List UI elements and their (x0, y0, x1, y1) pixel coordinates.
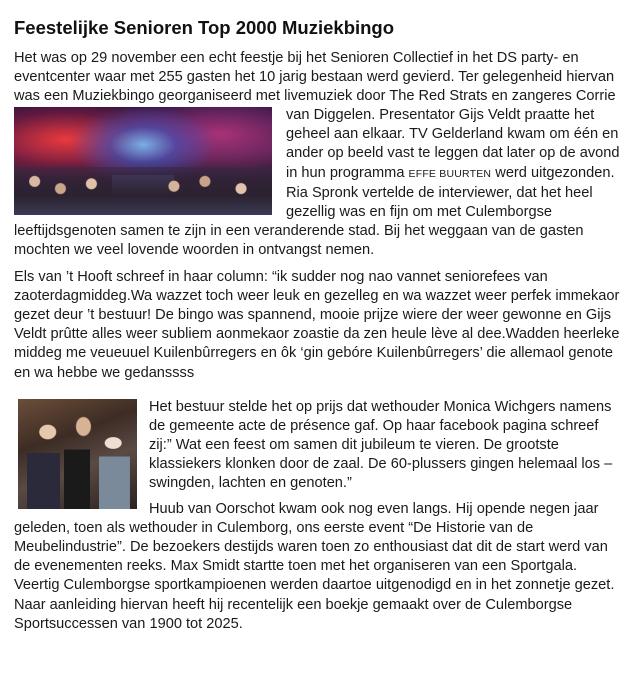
article-title: Feestelijke Senioren Top 2000 Muziekbingo (14, 17, 395, 38)
people-photo (18, 399, 137, 509)
closing-paragraph: Huub van Oorschot kwam ook nog even langs. Hij opende negen jaar geleden, toen als wethouder in Culemborg, ons eerste event “De Historie van de Meubelindustrie”. De bezoekers destijds waren toen zo enthousiast dat dit de start werd van de evenementen reeks. Max Smidt startte toen met het organiseren van een Sportgala. Veertig Culemborgse sportkampioenen werden daartoe uitgenodigd en in het zonnetje gezet. Naar aanleiding hiervan heeft hij recentelijk een boekje gemaakt over de Culemborgse Sportsuccessen van 1900 tot 2025. (14, 501, 615, 632)
intro-text-lead: Het was op 29 november een echt feestje bij het Senioren Collectief in het DS party- en eventcenter waar met 255 gasten het 10 jarig bestaan werd gevierd. Ter gelegenheid hiervan was een Muziekbingo georganiseerd met livemuziek door The Red Strats en zangeres Corrie van Diggelen. Presentator Gijs Veldt praatte het (14, 50, 616, 124)
intro-text-start: geheel aan elkaar. TV Gelderland kwam om één en ander op beeld vast te leggen dat later op de avond in hun programma (286, 126, 620, 181)
photo-crowd (14, 167, 272, 215)
board-paragraph (14, 398, 621, 493)
column-paragraph: Els van ’t Hooft schreef in haar column: “ik sudder nog nao vannet seniorefees van zaoterdagmiddeg.Wa wazzet toch weer leuk en gezelleg en wa wazzet weer perfek immekaor gezet deur ’t bestuur! De bingo was spannend, mooie prijze wiere der weer gewonne en Gijs Veldt prûtte alles weer subliem aonmekaor zoastie da zen heule lève al dee.Wadden heerleke middeg me veueuuel Kuilenbûrregers en ôk ‘gin gebóre Kuilenbûrregers’ die allemaol genote en wa hebbe we gedanssss (14, 269, 620, 381)
intro-paragraph (14, 49, 621, 260)
party-photo (14, 107, 272, 215)
intro-text-end: werd uitgezonden. Ria Spronk vertelde de interviewer, dat het heel gezellig was en fijn om met Culemborgse leeftijdsgenoten samen te zijn in een veranderende stad. Bij het weggaan van de gasten mochten we veel lovende woorden in ontvangst nemen. (14, 164, 615, 258)
program-name: EFFE BUURTEN (408, 167, 492, 180)
photo-figures (18, 439, 137, 509)
board-paragraph-text: Het bestuur stelde het op prijs dat wethouder Monica Wichgers namens de gemeente acte de présence gaf. Op haar facebook pagina schreef zij:” Wat een feest om samen dit jubileum te vieren. De grootste klassiekers klonken door de zaal. De 60-plussers gingen helemaal los – swingden, lachten en genoten.” (149, 398, 613, 491)
